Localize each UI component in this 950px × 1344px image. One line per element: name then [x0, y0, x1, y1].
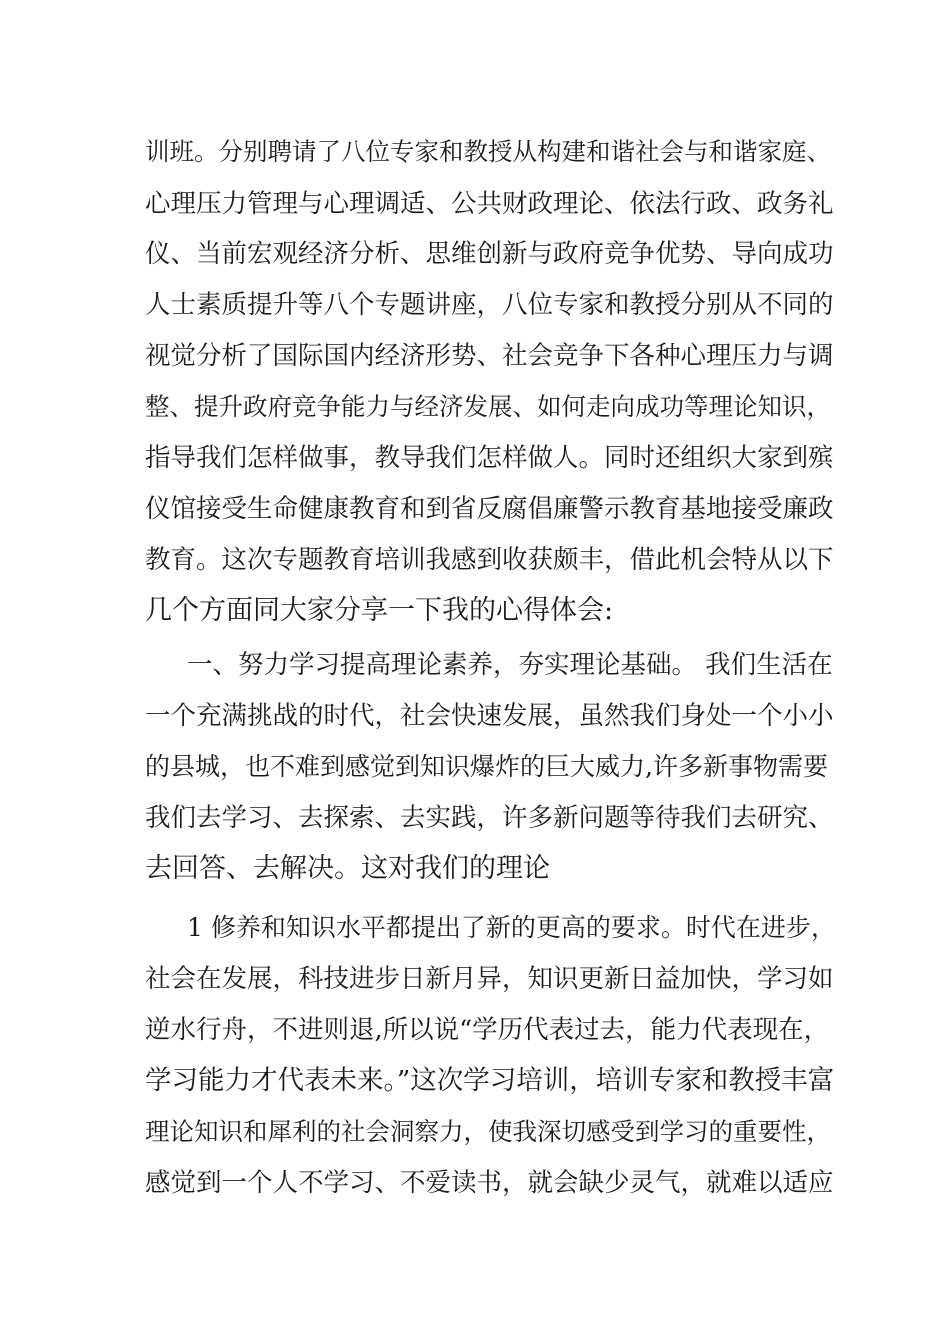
paragraph-3-line-4: 学习能力才代表未来。”这次学习培训，培训专家和教授丰富: [145, 1065, 835, 1096]
paragraph-1-line-6: 整、提升政府竞争能力与经济发展、如何走向成功等理论知识，: [145, 392, 831, 421]
paragraph-3-line-5: 理论知识和犀利的社会洞察力，使我深切感受到学习的重要性，: [145, 1117, 831, 1146]
paragraph-1-line-9: 教育。这次专题教育培训我感到收获颇丰，借此机会特从以下: [145, 545, 834, 575]
paragraph-1-line-2: 心理压力管理与心理调适、公共财政理论、依法行政、政务礼: [145, 189, 834, 219]
paragraph-1-line-10: 几个方面同大家分享一下我的心得体会:: [145, 595, 614, 626]
paragraph-1-line-1: 训班。分别聘请了八位专家和教授从构建和谐社会与和谐家庭、: [145, 137, 831, 166]
paragraph-1-line-5: 视觉分析了国际国内经济形势、社会竞争下各种心理压力与调: [145, 341, 834, 371]
paragraph-1-line-7: 指导我们怎样做事，教导我们怎样做人。同时还组织大家到殡: [145, 443, 834, 473]
paragraph-2-line-3: 的县城，也不难到感觉到知识爆炸的巨大威力,许多新事物需要: [145, 752, 828, 781]
paragraph-2-line-5: 去回答、去解决。这对我们的理论: [145, 853, 550, 884]
paragraph-2-line-2: 一个充满挑战的时代，社会快速发展，虽然我们身处一个小小: [145, 701, 834, 731]
paragraph-1-line-3: 仪、当前宏观经济分析、思维创新与政府竞争优势、导向成功: [145, 239, 834, 269]
paragraph-1-line-8: 仪馆接受生命健康教育和到省反腐倡廉警示教育基地接受廉政: [145, 494, 834, 524]
paragraph-3-line-1: 1 修养和知识水平都提出了新的更高的要求。时代在进步，: [187, 913, 836, 942]
paragraph-2-line-4: 我们去学习、去探索、去实践，许多新问题等待我们去研究、: [145, 803, 834, 833]
paragraph-3-line-6: 感觉到一个人不学习、不爱读书，就会缺少灵气，就难以适应: [145, 1168, 834, 1198]
paragraph-1-line-4: 人士素质提升等八个专题讲座，八位专家和教授分别从不同的: [145, 290, 834, 320]
paragraph-3-line-3: 逆水行舟，不进则退,所以说“学历代表过去，能力代表现在，: [145, 1015, 830, 1045]
paragraph-3-line-2: 社会在发展，科技进步日新月异，知识更新日益加快，学习如: [145, 964, 834, 994]
paragraph-2-line-1: 一、努力学习提高理论素养，夯实理论基础。 我们生活在: [187, 650, 833, 680]
